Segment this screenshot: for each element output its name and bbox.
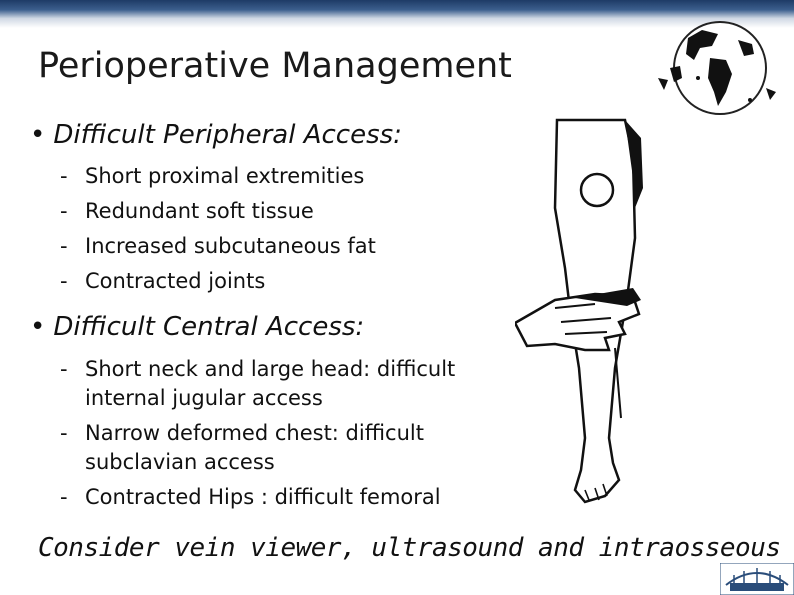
list-item: - Contracted Hips : difficult femoral (60, 483, 495, 512)
leg-illustration (515, 118, 645, 508)
bullet-icon: • (30, 120, 46, 150)
list-item: - Short neck and large head: difficult internal jugular access (60, 355, 495, 413)
peripheral-access-list (60, 159, 376, 299)
section-heading-peripheral (30, 120, 402, 150)
list-item: - Contracted joints (60, 264, 376, 299)
list-item: - Short proximal extremities (60, 159, 376, 194)
slide-title: Perioperative Management (38, 46, 512, 86)
globe-icon (640, 8, 790, 123)
section-heading-text: Difficult Central Access: (53, 312, 365, 342)
logo-icon (720, 563, 794, 595)
list-item: - Increased subcutaneous fat (60, 229, 376, 264)
section-heading-central (30, 312, 364, 342)
footer-note: Consider vein viewer, ultrasound and intraosseous (38, 533, 781, 563)
list-item: - Narrow deformed chest: difficult subclavian access (60, 419, 495, 477)
bullet-icon: • (30, 312, 46, 342)
list-item: - Redundant soft tissue (60, 194, 376, 229)
central-access-list (60, 355, 495, 518)
section-heading-text: Difficult Peripheral Access: (53, 120, 402, 150)
